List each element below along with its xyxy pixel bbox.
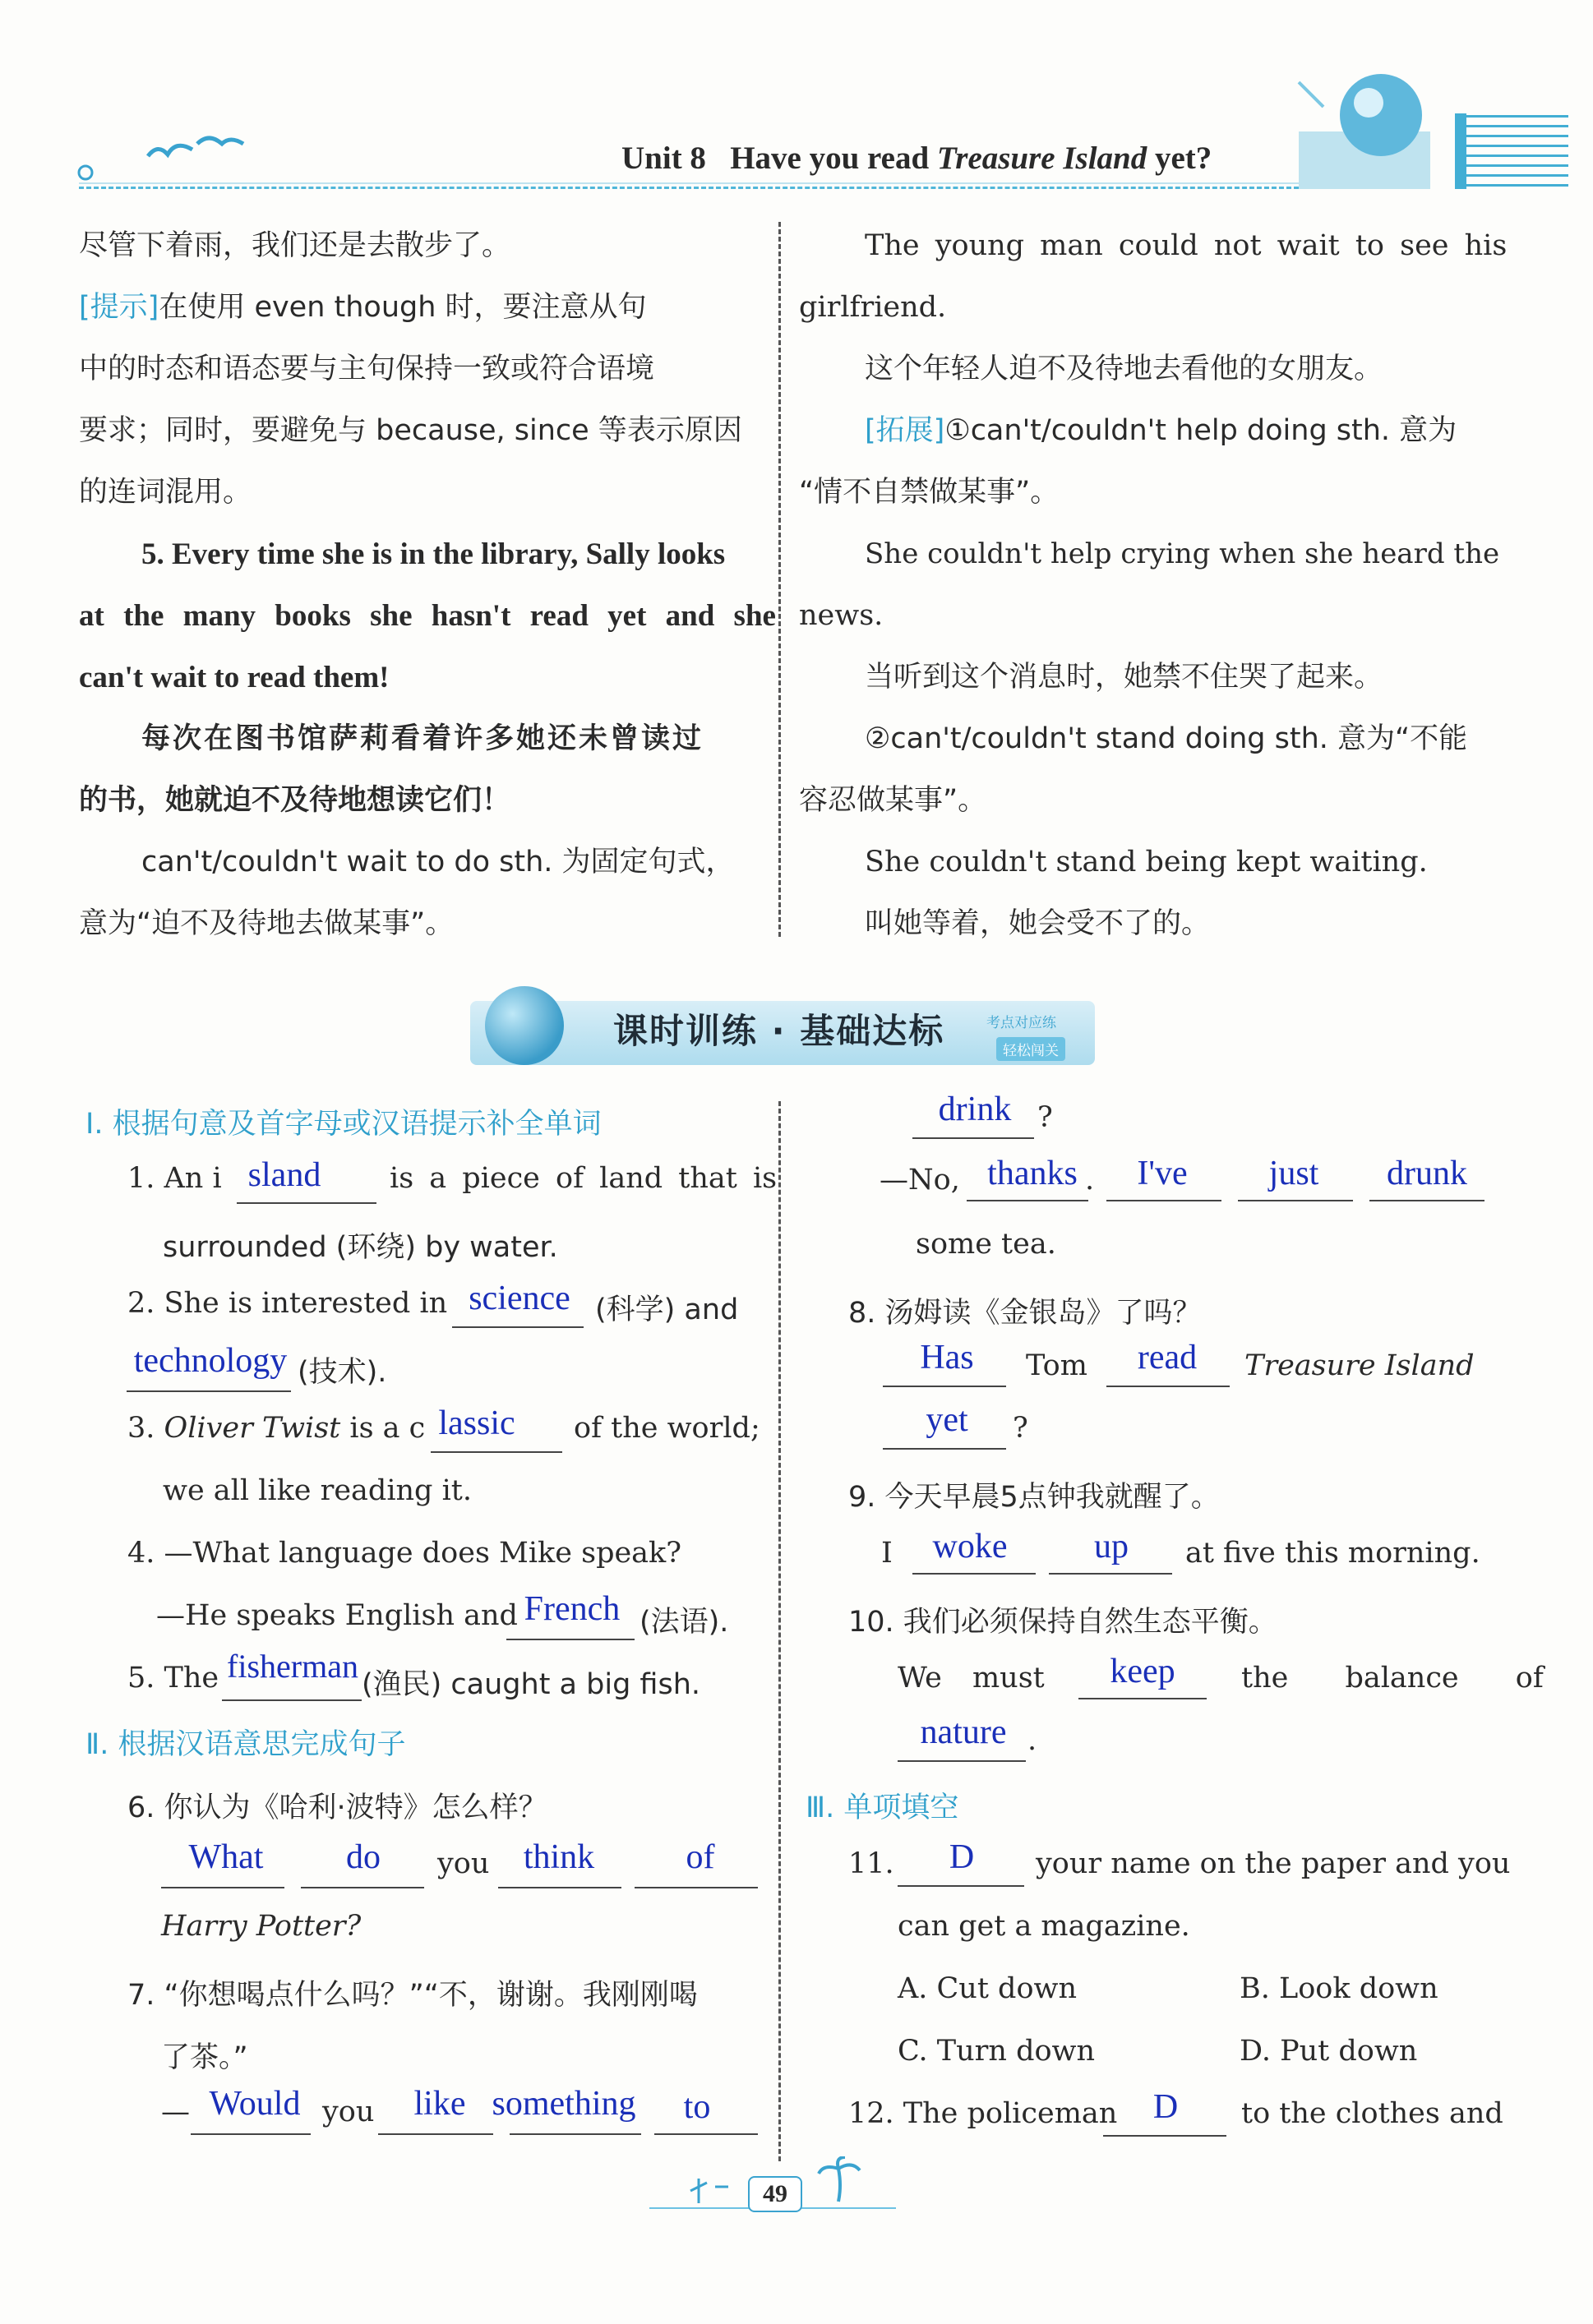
example-sentence: She couldn't stand being kept waiting. [865,846,1428,878]
banner-title: 课时训练 · 基础达标 [613,1011,945,1051]
option-b[interactable]: B. Look down [1240,1972,1438,2005]
globe-icon [485,986,564,1065]
handwritten-answer: think [523,1838,595,1876]
handwritten-answer: something [492,2085,636,2123]
answer-blank[interactable] [635,1887,758,1888]
sentence-5: at the many books she hasn't read yet and she [79,599,776,633]
section-3-heading: Ⅲ. 单项填空 [806,1791,959,1824]
answer-blank[interactable] [1078,1698,1207,1699]
sentence-5: can't wait to read them! [79,661,390,694]
option-a[interactable]: A. Cut down [898,1972,1078,2005]
answer-blank[interactable] [912,1573,1036,1575]
handwritten-answer: just [1268,1155,1319,1192]
handwritten-answer: of [686,1838,715,1876]
tip-tag: [提示] [79,291,159,324]
answer-blank[interactable] [510,2133,641,2135]
answer-blank[interactable] [912,1137,1034,1139]
handwritten-answer: Would [209,2085,301,2123]
tip-line: 的连词混用。 [79,476,252,509]
example-translation: 这个年轻人迫不及待地去看他的女朋友。 [865,353,1383,385]
handwritten-answer: woke [932,1528,1008,1565]
handwritten-answer: science [469,1280,570,1317]
tip-line: [提示]在使用 even though 时，要注意从句 [79,291,647,324]
handwritten-answer: drunk [1387,1155,1467,1192]
column-divider [778,1101,781,2161]
example-sentence: The young man could not wait to see his [865,229,1508,262]
handwritten-answer: lassic [438,1404,515,1442]
answer-blank[interactable] [1369,1200,1484,1201]
answer-blank[interactable] [1103,2135,1226,2137]
answer-blank[interactable] [883,1448,1006,1450]
extension-line: ②can't/couldn't stand doing sth. 意为“不能 [865,722,1468,755]
answer-blank[interactable] [378,2133,493,2135]
unit-title: Unit 8 Have you read Treasure Island yet? [621,141,1212,176]
answer-blank[interactable] [898,1885,1024,1887]
handwritten-answer: up [1094,1528,1129,1565]
answer-blank[interactable] [161,1887,284,1888]
answer-blank[interactable] [506,1639,635,1640]
note-line: can't/couldn't wait to do sth. 为固定句式， [141,846,735,878]
answer-blank[interactable] [898,1760,1026,1762]
example-translation: 当听到这个消息时，她禁不住哭了起来。 [865,661,1383,694]
handwritten-answer: D [949,1838,975,1876]
handwritten-answer: nature [920,1713,1007,1751]
answer-blank[interactable] [883,1386,1006,1387]
section-1-heading: Ⅰ. 根据句意及首字母或汉语提示补全单词 [85,1108,602,1141]
sentence-5: 5. Every time she is in the library, Sally looks [141,537,726,571]
example-sentence: She couldn't help crying when she heard the [865,537,1500,570]
globe-decoration-icon [1266,49,1455,189]
banner-subtitle: 考点对应练 [986,1015,1056,1031]
tip-line: 中的时态和语态要与主句保持一致或符合语境 [79,353,655,385]
sentence-5-translation: 每次在图书馆萨莉看着许多她还未曾读过 [141,722,704,755]
extension-line: [拓展]①can't/couldn't help doing sth. 意为 [865,414,1457,447]
handwritten-answer: do [346,1838,381,1876]
answer-blank[interactable] [191,2133,311,2135]
answer-blank[interactable] [654,2133,758,2135]
handwritten-answer: like [413,2085,466,2123]
example-sentence: news. [799,599,884,632]
section-2-heading: Ⅱ. 根据汉语意思完成句子 [85,1728,406,1761]
handwritten-answer: to [683,2088,711,2126]
handwritten-answer: French [524,1590,621,1628]
answer-blank[interactable] [237,1202,376,1204]
handwritten-answer: fisherman [227,1648,358,1685]
option-c[interactable]: C. Turn down [898,2035,1096,2068]
seagull-icon [74,123,247,189]
handwritten-answer: read [1137,1339,1198,1376]
handwritten-answer: keep [1110,1653,1175,1690]
page-number: 49 [748,2176,802,2212]
extension-line: 容忍做某事”。 [799,784,987,817]
extension-line: “情不自禁做某事”。 [799,476,1060,509]
handwritten-answer: drink [938,1091,1012,1128]
example-translation: 尽管下着雨，我们还是去散步了。 [79,229,511,262]
answer-blank[interactable] [1238,1200,1353,1201]
handwritten-answer: technology [133,1342,288,1380]
answer-blank[interactable] [1106,1200,1221,1201]
handwritten-answer: What [188,1838,264,1876]
handwritten-answer: I've [1137,1155,1188,1192]
extension-tag: [拓展] [865,414,945,447]
star-decoration-icon [682,2166,740,2207]
answer-blank[interactable] [1106,1386,1230,1387]
handwritten-answer: D [1152,2088,1179,2126]
example-translation: 叫她等着，她会受不了的。 [865,907,1211,940]
answer-blank[interactable] [1049,1573,1172,1575]
column-divider [778,222,781,937]
palm-tree-icon [814,2156,871,2206]
option-d[interactable]: D. Put down [1240,2035,1418,2068]
tip-line: 要求；同时，要避免与 because, since 等表示原因 [79,414,742,447]
banner-badge: 轻松闯关 [996,1037,1065,1061]
handwritten-answer: yet [926,1401,968,1439]
handwritten-answer: Has [920,1339,974,1376]
answer-blank[interactable] [222,1699,362,1701]
example-sentence: girlfriend. [799,291,947,324]
sentence-5-translation: 的书，她就迫不及待地想读它们！ [79,784,511,817]
answer-blank[interactable] [431,1451,562,1453]
answer-blank[interactable] [127,1390,291,1392]
handwritten-answer: thanks [987,1155,1078,1192]
answer-blank[interactable] [498,1887,621,1888]
answer-blank[interactable] [301,1887,424,1888]
note-line: 意为“迫不及待地去做某事”。 [79,907,455,940]
answer-blank[interactable] [452,1326,584,1328]
handwritten-answer: sland [247,1156,321,1194]
answer-blank[interactable] [967,1200,1088,1201]
